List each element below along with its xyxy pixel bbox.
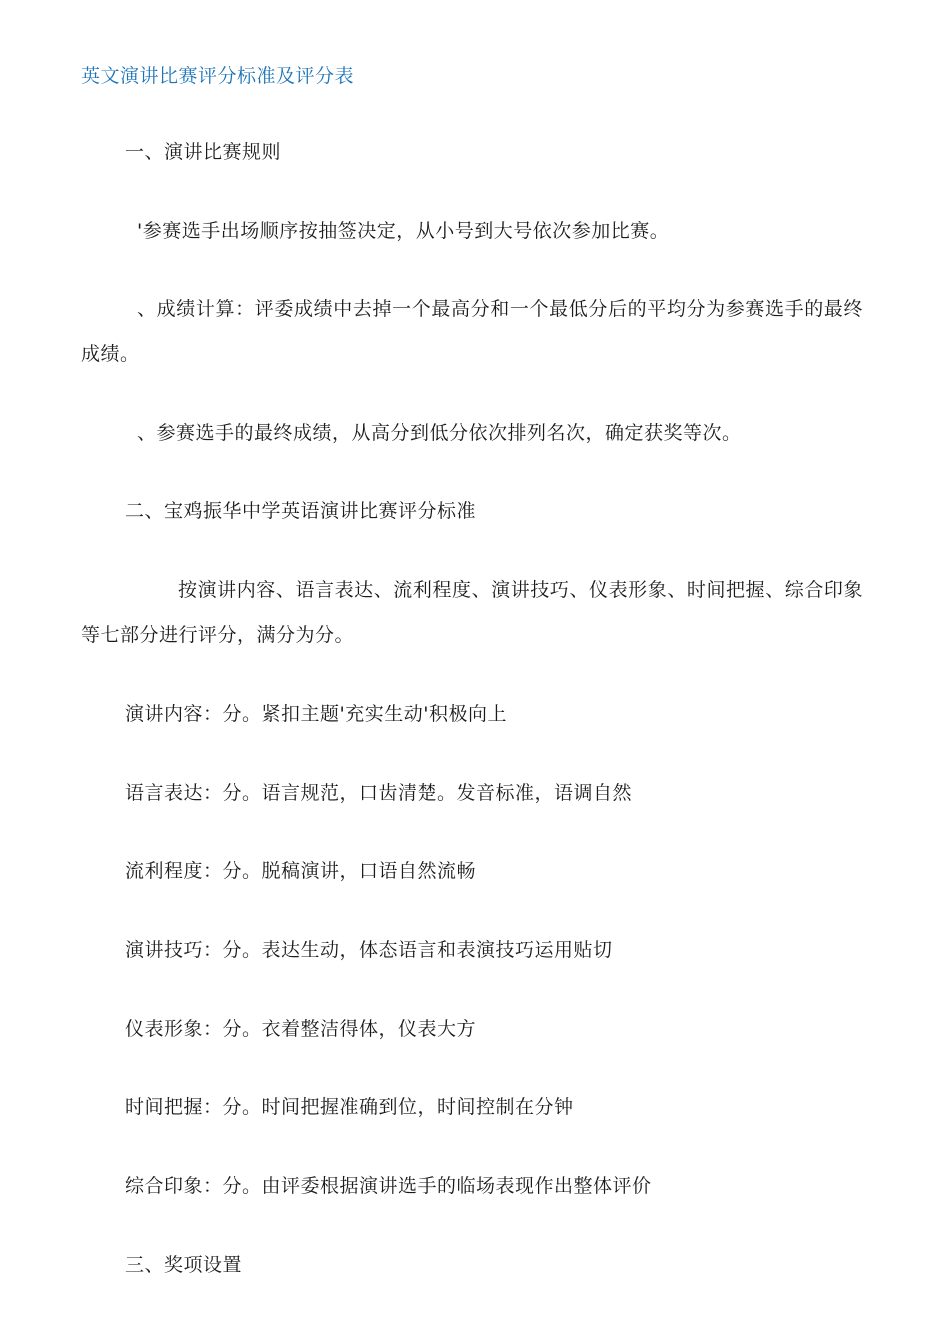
criterion-appearance: 仪表形象：分。衣着整洁得体，仪表大方 <box>125 1018 477 1040</box>
rule-order: '参赛选手出场顺序按抽签决定，从小号到大号依次参加比赛。 <box>137 220 670 242</box>
section-heading-rules: 一、演讲比赛规则 <box>125 141 282 163</box>
criterion-language: 语言表达：分。语言规范，口齿清楚。发音标准，语调自然 <box>125 782 633 804</box>
criterion-content: 演讲内容：分。紧扣主题'充实生动'积极向上 <box>125 703 507 725</box>
criterion-overall: 综合印象：分。由评委根据演讲选手的临场表现作出整体评价 <box>125 1175 652 1197</box>
criteria-intro: 按演讲内容、语言表达、流利程度、演讲技巧、仪表形象、时间把握、综合印象等七部分进行评分，满分为分。 <box>81 579 863 646</box>
rule-ranking: 、参赛选手的最终成绩，从高分到低分依次排列名次，确定获奖等次。 <box>137 422 742 444</box>
document-title: 英文演讲比赛评分标准及评分表 <box>81 65 355 87</box>
rule-score-calculation: 、成绩计算：评委成绩中去掉一个最高分和一个最低分后的平均分为参赛选手的最终成绩。 <box>81 298 863 365</box>
criterion-time: 时间把握：分。时间把握准确到位，时间控制在分钟 <box>125 1096 574 1118</box>
criterion-technique: 演讲技巧：分。表达生动，体态语言和表演技巧运用贴切 <box>125 939 613 961</box>
criterion-fluency: 流利程度：分。脱稿演讲，口语自然流畅 <box>125 860 477 882</box>
section-heading-criteria: 二、宝鸡振华中学英语演讲比赛评分标准 <box>125 500 477 522</box>
section-heading-awards: 三、奖项设置 <box>125 1254 243 1276</box>
